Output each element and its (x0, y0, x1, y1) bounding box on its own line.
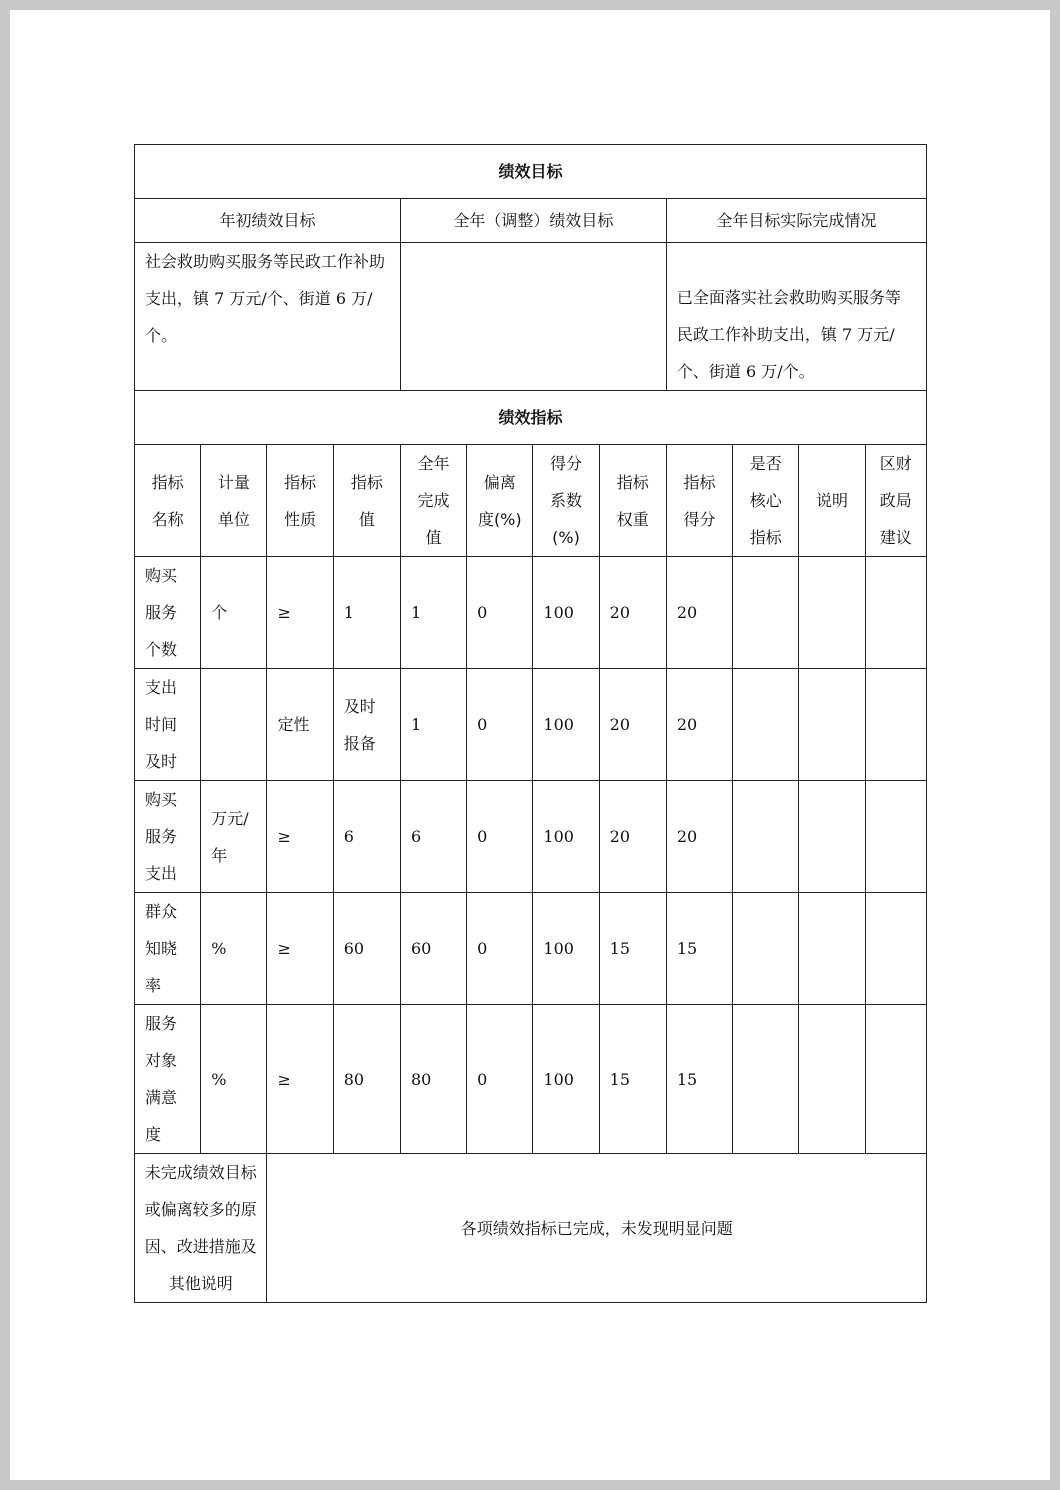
cell-suggest (865, 1005, 926, 1154)
col-header-name: 指标 名称 (135, 445, 201, 557)
cell-target: 80 (333, 1005, 400, 1154)
cell-actual: 1 (400, 557, 466, 669)
cell-core (733, 893, 799, 1005)
table-row (135, 557, 927, 669)
cell-unit: % (201, 893, 267, 1005)
cell-actual: 80 (400, 1005, 466, 1154)
performance-table (134, 144, 927, 1303)
cell-weight: 15 (599, 893, 666, 1005)
cell-name: 群众 知晓 率 (135, 893, 201, 1005)
cell-nature: ≥ (267, 557, 333, 669)
actual-completion-text: 已全面落实社会救助购买服务等民政工作补助支出，镇 7 万元/个、街道 6 万/个。 (666, 243, 926, 391)
initial-goal-text: 社会救助购买服务等民政工作补助支出，镇 7 万元/个、街道 6 万/个。 (135, 243, 401, 391)
cell-score: 20 (666, 781, 732, 893)
remarks-label: 未完成绩效目标或偏离较多的原因、改进措施及其他说明 (135, 1154, 267, 1303)
cell-target: 1 (333, 557, 400, 669)
cell-nature: ≥ (267, 781, 333, 893)
remarks-content: 各项绩效指标已完成，未发现明显问题 (267, 1154, 927, 1303)
header-adjusted-goal: 全年（调整）绩效目标 (400, 199, 666, 243)
cell-coef: 100 (533, 1005, 599, 1154)
cell-nature: 定性 (267, 669, 333, 781)
remarks-row (135, 1154, 927, 1303)
cell-note (799, 781, 865, 893)
cell-unit: 个 (201, 557, 267, 669)
col-header-weight: 指标 权重 (599, 445, 666, 557)
cell-score: 15 (666, 893, 732, 1005)
cell-coef: 100 (533, 669, 599, 781)
cell-actual: 60 (400, 893, 466, 1005)
cell-target: 及时 报备 (333, 669, 400, 781)
document-page (10, 10, 1050, 1480)
cell-core (733, 669, 799, 781)
cell-core (733, 1005, 799, 1154)
cell-name: 服务 对象 满意 度 (135, 1005, 201, 1154)
cell-score: 20 (666, 557, 732, 669)
cell-weight: 20 (599, 557, 666, 669)
cell-core (733, 781, 799, 893)
cell-weight: 20 (599, 781, 666, 893)
cell-suggest (865, 893, 926, 1005)
cell-name: 购买 服务 支出 (135, 781, 201, 893)
cell-nature: ≥ (267, 1005, 333, 1154)
col-header-target: 指标 值 (333, 445, 400, 557)
cell-unit (201, 669, 267, 781)
cell-note (799, 1005, 865, 1154)
col-header-score: 指标 得分 (666, 445, 732, 557)
col-header-core: 是否 核心 指标 (733, 445, 799, 557)
cell-suggest (865, 557, 926, 669)
cell-actual: 1 (400, 669, 466, 781)
table-row (135, 1005, 927, 1154)
table-row (135, 781, 927, 893)
cell-suggest (865, 669, 926, 781)
indicators-section-title: 绩效指标 (135, 391, 927, 445)
cell-weight: 20 (599, 669, 666, 781)
cell-score: 15 (666, 1005, 732, 1154)
cell-target: 6 (333, 781, 400, 893)
col-header-suggest: 区财 政局 建议 (865, 445, 926, 557)
header-actual-completion: 全年目标实际完成情况 (666, 199, 926, 243)
cell-target: 60 (333, 893, 400, 1005)
indicator-header-row (135, 445, 927, 557)
cell-unit: 万元/ 年 (201, 781, 267, 893)
cell-note (799, 557, 865, 669)
cell-note (799, 893, 865, 1005)
cell-name: 支出 时间 及时 (135, 669, 201, 781)
adjusted-goal-text (400, 243, 666, 391)
cell-nature: ≥ (267, 893, 333, 1005)
cell-deviation: 0 (467, 557, 533, 669)
cell-deviation: 0 (467, 781, 533, 893)
cell-deviation: 0 (467, 893, 533, 1005)
col-header-coef: 得分 系数 (%) (533, 445, 599, 557)
col-header-actual: 全年 完成 值 (400, 445, 466, 557)
goals-section-title: 绩效目标 (135, 145, 927, 199)
cell-coef: 100 (533, 893, 599, 1005)
table-row (135, 893, 927, 1005)
cell-deviation: 0 (467, 669, 533, 781)
cell-name: 购买 服务 个数 (135, 557, 201, 669)
cell-unit: % (201, 1005, 267, 1154)
cell-weight: 15 (599, 1005, 666, 1154)
col-header-deviation: 偏离 度(%) (467, 445, 533, 557)
cell-note (799, 669, 865, 781)
cell-coef: 100 (533, 557, 599, 669)
col-header-note: 说明 (799, 445, 865, 557)
col-header-unit: 计量 单位 (201, 445, 267, 557)
cell-core (733, 557, 799, 669)
cell-score: 20 (666, 669, 732, 781)
col-header-nature: 指标 性质 (267, 445, 333, 557)
cell-coef: 100 (533, 781, 599, 893)
cell-suggest (865, 781, 926, 893)
table-row (135, 669, 927, 781)
cell-deviation: 0 (467, 1005, 533, 1154)
cell-actual: 6 (400, 781, 466, 893)
header-initial-goal: 年初绩效目标 (135, 199, 401, 243)
